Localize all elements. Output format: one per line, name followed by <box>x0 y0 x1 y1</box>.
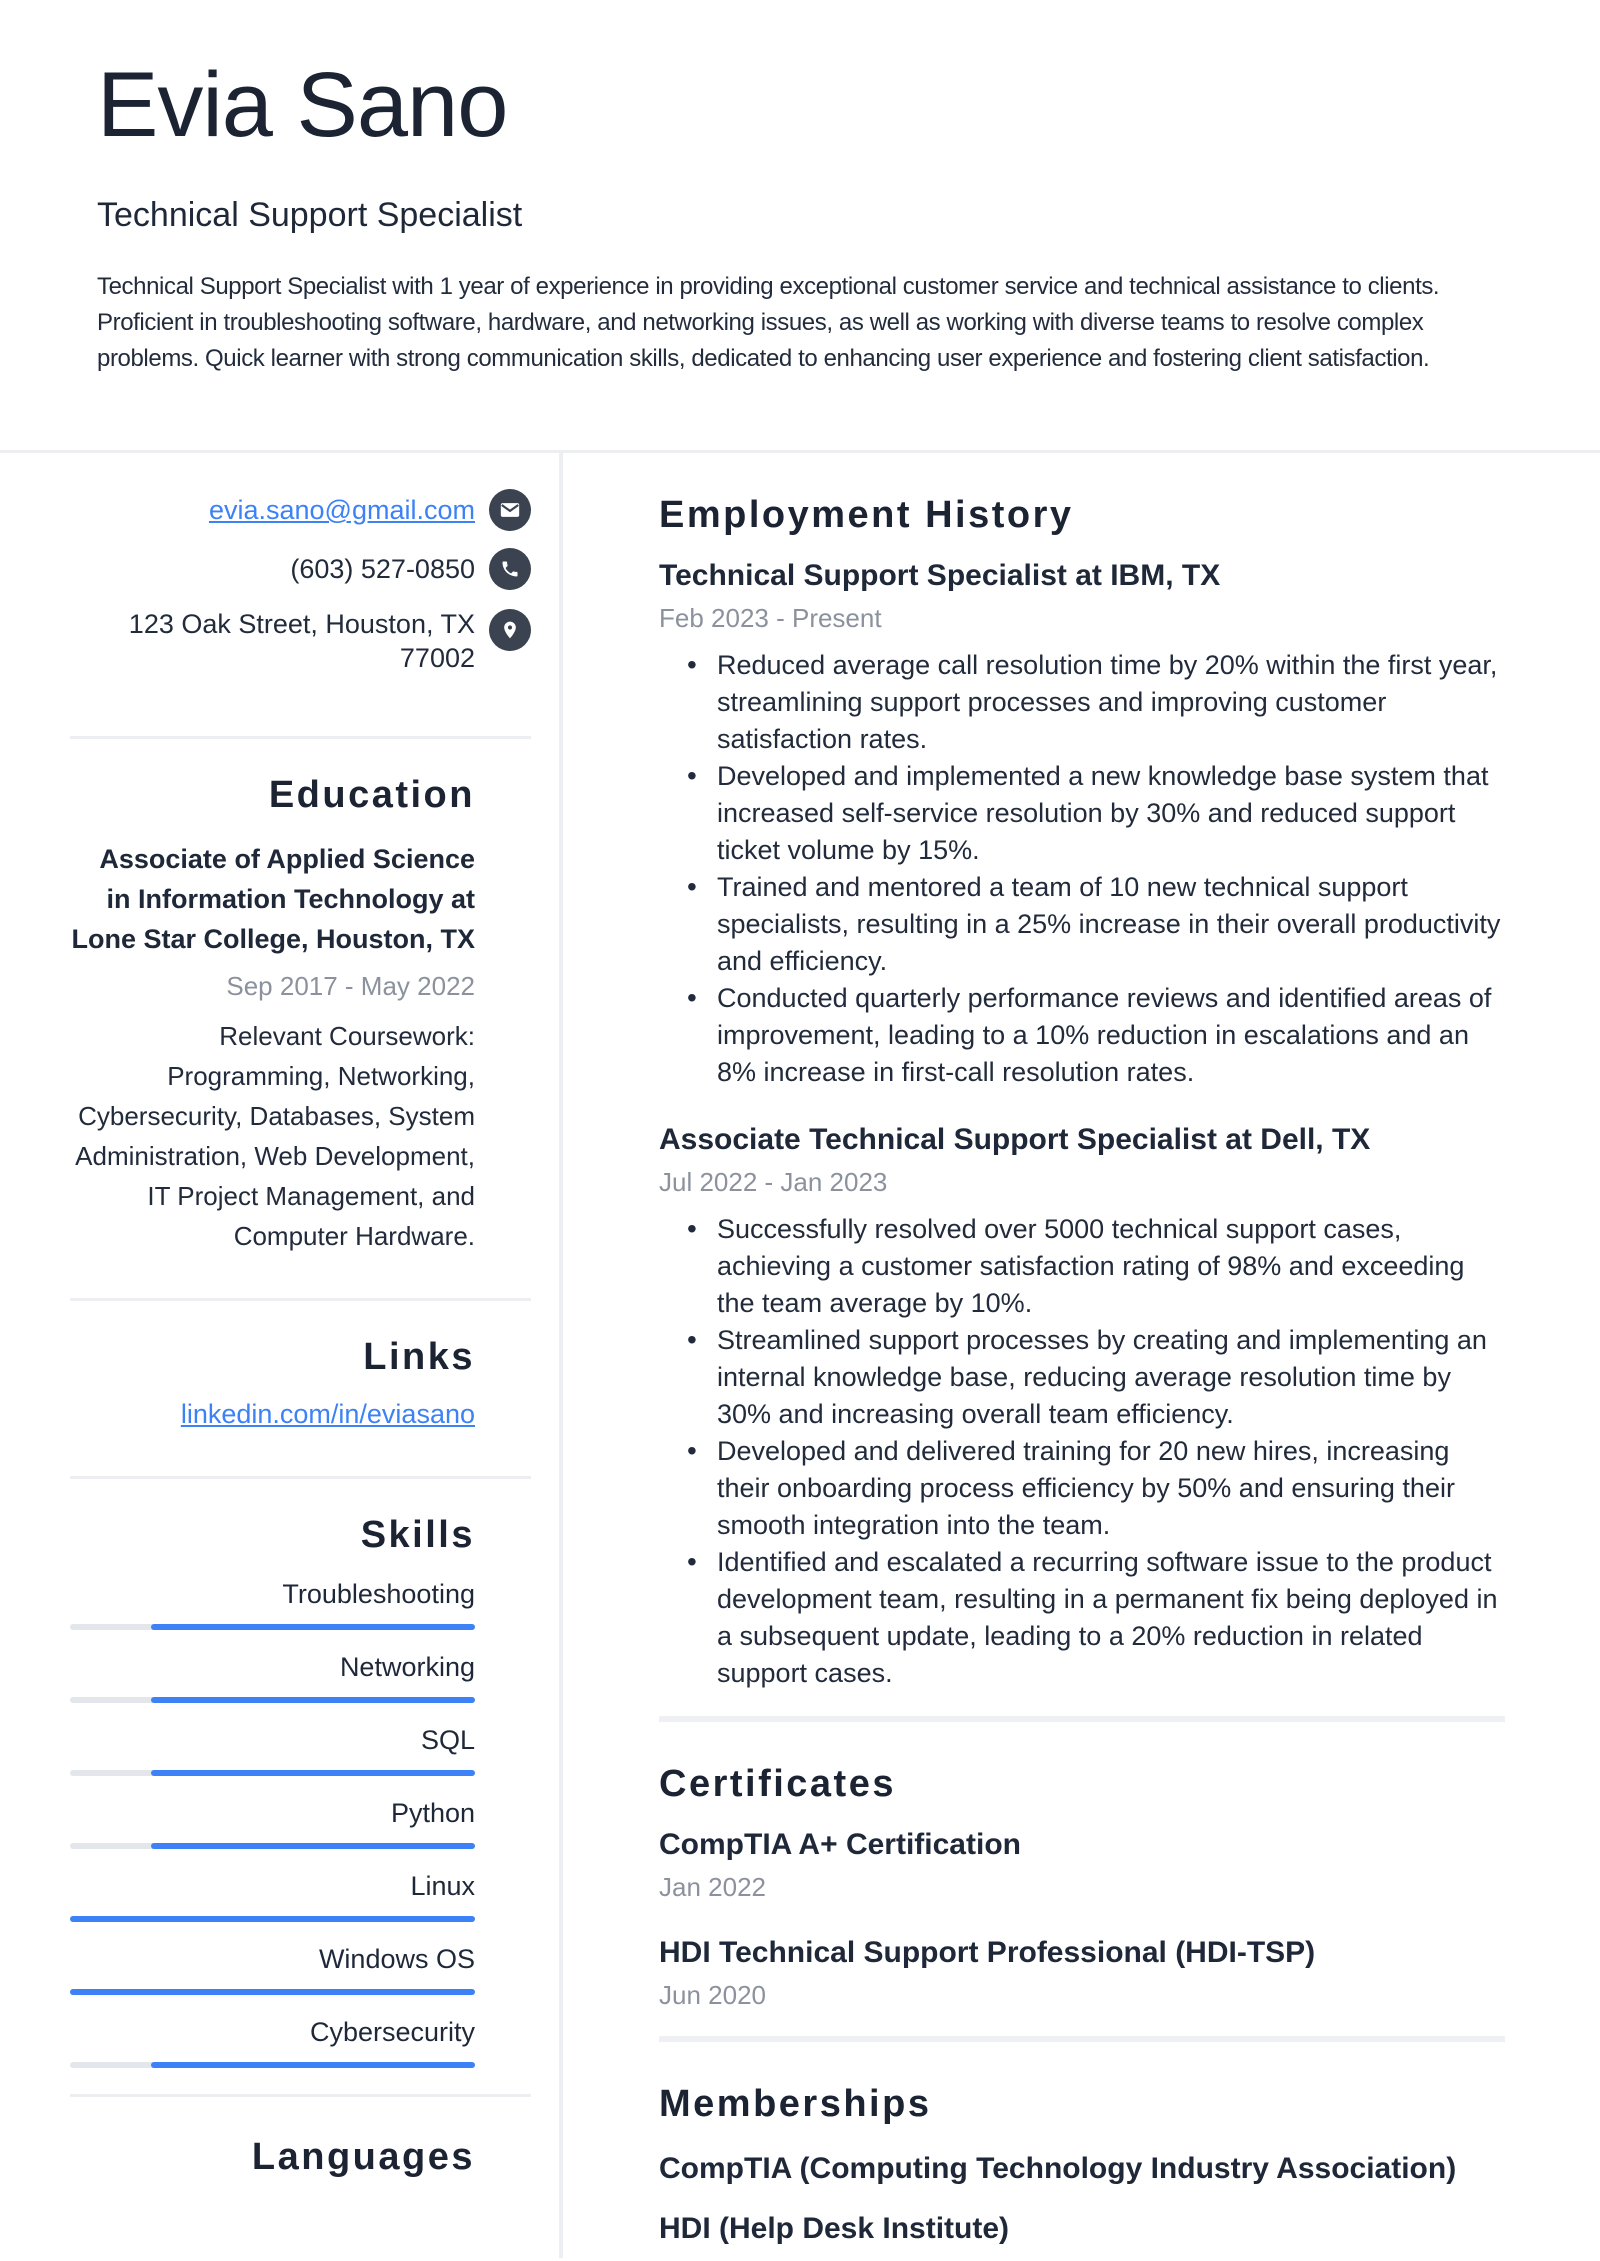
skill-name: Networking <box>339 1652 475 1682</box>
location-pin-icon <box>489 609 531 651</box>
certificates-list <box>659 1828 1505 2012</box>
job-bullets <box>659 1211 1505 1692</box>
resume-header <box>0 0 1600 453</box>
phone-icon <box>489 548 531 590</box>
membership-entry: CompTIA (Computing Technology Industry Association) <box>659 2152 1457 2185</box>
skill-bar-track <box>70 1697 475 1703</box>
job-bullet: • Reduced average call resolution time by 20% within the first year, streamlining support processes and improving customer satisfaction rates. <box>659 647 1505 758</box>
skill-item <box>70 1577 475 1630</box>
skill-name: Windows OS <box>318 1944 475 1974</box>
skill-item <box>70 1723 475 1776</box>
job-bullet: • Trained and mentored a team of 10 new technical support specialists, resulting in a 25% increase in their overall productivity and efficiency. <box>659 869 1505 980</box>
memberships-section <box>659 2042 1505 2261</box>
job-title: Technical Support Specialist at IBM, TX <box>659 559 1221 592</box>
skill-name: SQL <box>420 1725 475 1755</box>
skill-bar-track <box>70 1989 475 1995</box>
job-date: Jul 2022 - Jan 2023 <box>659 1167 888 1197</box>
skill-bar-fill <box>151 2062 475 2068</box>
contact-email-row <box>70 489 531 531</box>
contact-phone-row <box>70 548 531 590</box>
languages-section <box>70 2097 531 2209</box>
job-title: Associate Technical Support Specialist at Dell, TX <box>659 1123 1371 1156</box>
links-section <box>70 1301 531 1479</box>
skill-bar-fill <box>151 1770 475 1776</box>
certificates-section <box>659 1722 1505 2042</box>
linkedin-link[interactable]: linkedin.com/in/eviasano <box>180 1399 475 1429</box>
links-heading: Links <box>363 1336 475 1378</box>
job-entry <box>659 1123 1505 1692</box>
certificate-date: Jan 2022 <box>659 1872 766 1902</box>
skill-bar-track <box>70 1770 475 1776</box>
skill-bar-track <box>70 1916 475 1922</box>
profile-summary: Technical Support Specialist with 1 year of experience in providing exceptional customer service and technical assistance to clients. Proficient in troubleshooting software, hardware, and networking issues, as well as working with diverse teams to resolve complex problems. Quick learner with strong communication skills, dedicated to enhancing user experience and fostering client satisfaction. <box>97 273 1440 372</box>
job-entry <box>659 559 1505 1091</box>
education-section <box>70 739 531 1301</box>
candidate-job-title: Technical Support Specialist <box>97 196 523 234</box>
job-date: Feb 2023 - Present <box>659 603 882 633</box>
contact-section <box>70 453 531 739</box>
phone-number: (603) 527-0850 <box>290 554 475 584</box>
employment-section <box>659 453 1505 1722</box>
skill-bar-fill <box>70 1989 475 1995</box>
education-degree: Associate of Applied Science in Information Technology at Lone Star College, Houston, TX <box>71 844 475 954</box>
job-bullet: • Streamlined support processes by creating and implementing an internal knowledge base, reducing average resolution time by 30% and increasing overall team efficiency. <box>659 1322 1505 1433</box>
job-bullet: • Identified and escalated a recurring software issue to the product development team, resulting in a permanent fix being deployed in a subsequent update, leading to a 20% reduction in related support cases. <box>659 1544 1505 1692</box>
languages-heading: Languages <box>251 2136 475 2178</box>
certificates-heading: Certificates <box>659 1763 896 1805</box>
skill-item <box>70 1942 475 1995</box>
skill-name: Troubleshooting <box>282 1579 475 1609</box>
skills-list <box>70 1577 475 2068</box>
contact-address-row <box>70 607 531 675</box>
certificate-entry <box>659 1828 1505 1904</box>
membership-entry: HDI (Help Desk Institute) <box>659 2212 1010 2245</box>
skills-section <box>70 1479 531 2097</box>
job-bullet: • Successfully resolved over 5000 technical support cases, achieving a customer satisfaction rating of 98% and exceeding the team average by 10%. <box>659 1211 1505 1322</box>
certificate-date: Jun 2020 <box>659 1980 766 2010</box>
skill-name: Python <box>390 1798 475 1828</box>
skill-name: Linux <box>410 1871 475 1901</box>
job-bullet: • Developed and implemented a new knowledge base system that increased self-service resolution by 30% and reduced support ticket volume by 15%. <box>659 758 1505 869</box>
education-heading: Education <box>268 774 475 816</box>
certificate-title: CompTIA A+ Certification <box>659 1828 1021 1861</box>
skill-bar-fill <box>151 1843 475 1849</box>
address-text: 123 Oak Street, Houston, TX 77002 <box>128 609 475 673</box>
certificate-title: HDI Technical Support Professional (HDI-TSP) <box>659 1936 1316 1969</box>
content-columns <box>0 453 1600 2258</box>
email-icon <box>489 489 531 531</box>
skill-bar-track <box>70 1843 475 1849</box>
education-date: Sep 2017 - May 2022 <box>226 971 475 1001</box>
skill-item <box>70 1796 475 1849</box>
candidate-name: Evia Sano <box>97 54 508 156</box>
skills-heading: Skills <box>360 1514 475 1556</box>
email-link[interactable]: evia.sano@gmail.com <box>208 495 475 525</box>
job-bullet: • Developed and delivered training for 20 new hires, increasing their onboarding process efficiency by 50% and ensuring their smooth integration into the team. <box>659 1433 1505 1544</box>
skill-bar-fill <box>70 1916 475 1922</box>
skill-item <box>70 1650 475 1703</box>
job-bullets <box>659 647 1505 1091</box>
memberships-heading: Memberships <box>659 2083 932 2125</box>
skill-bar-fill <box>151 1697 475 1703</box>
sidebar <box>0 453 563 2258</box>
main-column <box>563 453 1600 2258</box>
education-coursework: Relevant Coursework: Programming, Networking, Cybersecurity, Databases, System Administration, Web Development, IT Project Management, and Computer Hardware. <box>75 1021 475 1251</box>
skill-name: Cybersecurity <box>309 2017 475 2047</box>
employment-heading: Employment History <box>659 494 1074 536</box>
skill-item <box>70 2015 475 2068</box>
jobs-list <box>659 559 1505 1692</box>
skill-item <box>70 1869 475 1922</box>
certificate-entry <box>659 1936 1505 2012</box>
memberships-list <box>659 2152 1505 2246</box>
skill-bar-fill <box>151 1624 475 1630</box>
skill-bar-track <box>70 1624 475 1630</box>
job-bullet: • Conducted quarterly performance reviews and identified areas of improvement, leading to a 10% reduction in escalations and an 8% increase in first-call resolution rates. <box>659 980 1505 1091</box>
skill-bar-track <box>70 2062 475 2068</box>
